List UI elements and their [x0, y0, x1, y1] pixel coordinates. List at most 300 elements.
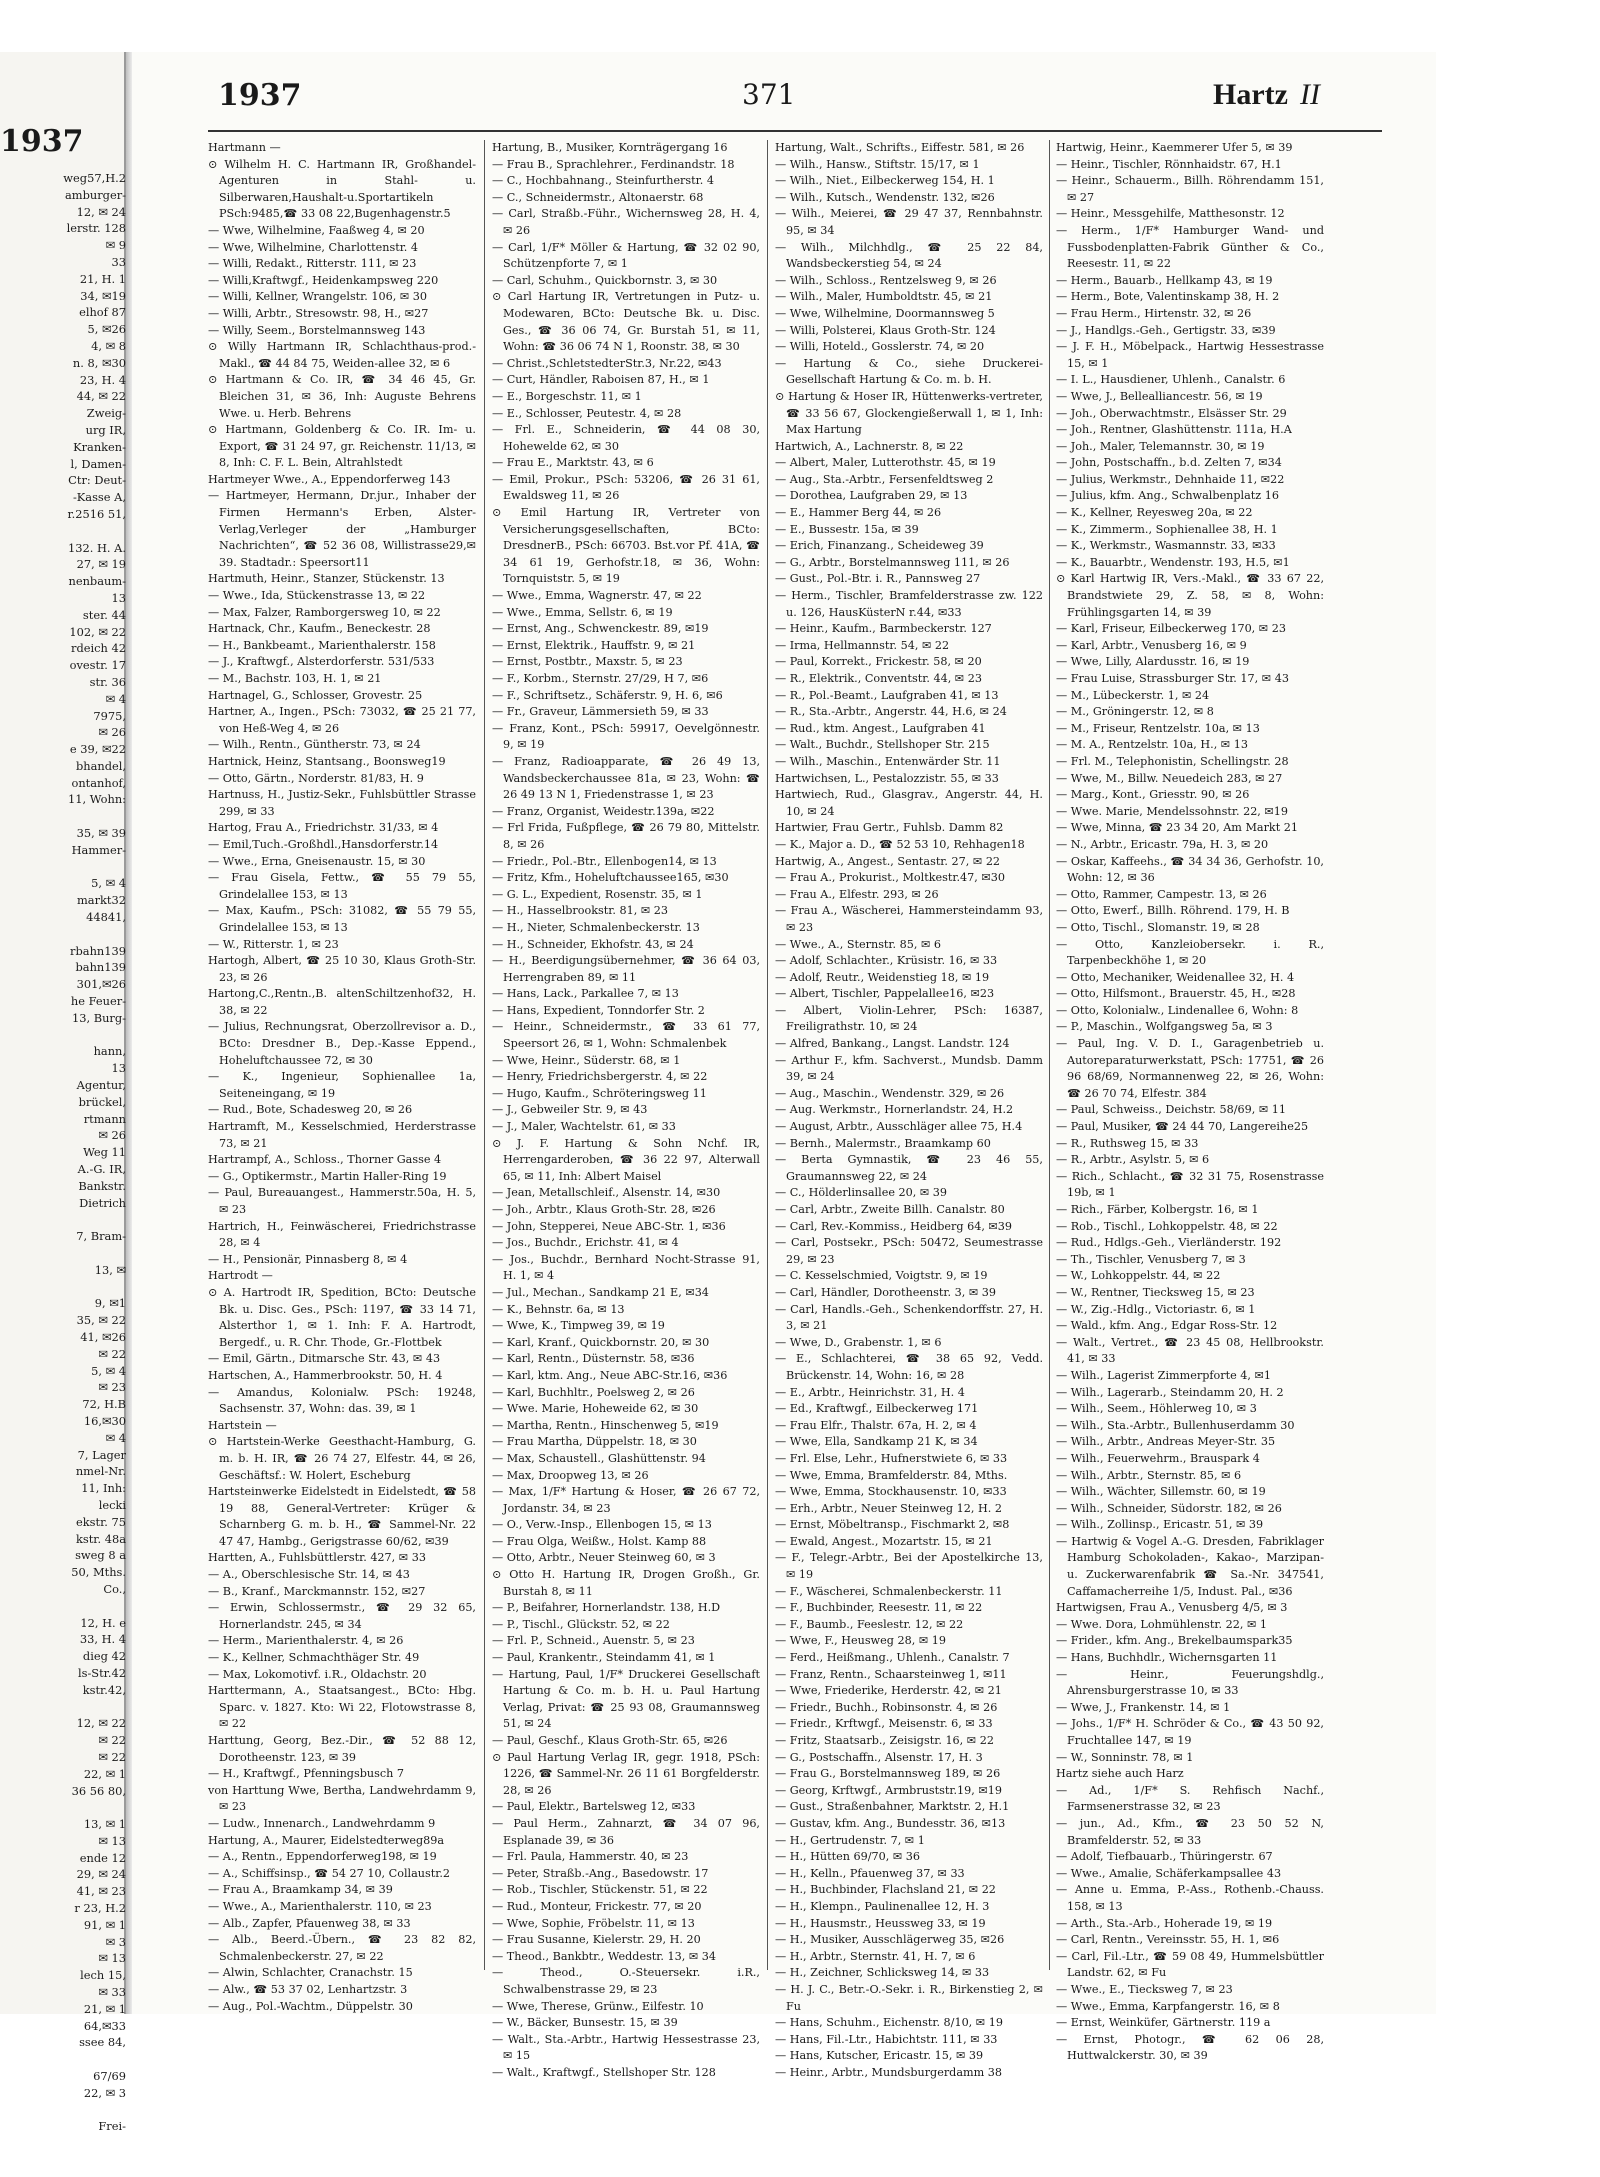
directory-entry: — J. F. H., Möbelpack., Hartwig Hessestrasse 15, ✉ 1: [1056, 340, 1324, 370]
previous-page-line: [0, 1027, 126, 1044]
directory-entry: — Theod., O.-Steuersekr. i.R., Schwalbenstrasse 29, ✉ 23: [492, 1966, 760, 1996]
directory-entry: — Wwe, Emma, Stockhausenstr. 10, ✉33: [775, 1485, 1007, 1499]
previous-page-line: -Kasse A,: [72, 490, 126, 505]
directory-entry: — Herm., Bauarb., Hellkamp 43, ✉ 19: [1056, 273, 1273, 287]
directory-entry: — Otto, Ewerf., Billh. Röhrend. 179, H. B: [1056, 904, 1290, 918]
previous-page-line: 67/69: [93, 2069, 126, 2084]
previous-page-line: 21, H. 1: [79, 271, 126, 286]
directory-entry: ⊙ Carl Hartung IR, Vertretungen in Putz- u. Modewaren, BCto: Deutsche Bk. u. Disc. Ges., ☎ 36 06 74, Gr. Burstah 51, ✉ 11, Wohn: ☎ 36 06 74 N 1, Roonstr. 38, ✉ 30: [492, 290, 760, 354]
directory-entry: — Paul, Krankentr., Steindamm 41, ✉ 1: [492, 1651, 716, 1665]
directory-entry: — Aug., Sta.-Arbtr., Fersenfeldtsweg 2: [775, 472, 994, 486]
directory-entry: — Frl Frida, Fußpflege, ☎ 26 79 80, Mittelstr. 8, ✉ 26: [492, 821, 760, 851]
directory-entry: — Wwe, K., Timpweg 39, ✉ 19: [492, 1319, 665, 1333]
previous-page-line: lech 15,: [80, 1968, 126, 1983]
directory-entry: — Aug., Maschin., Wendenstr. 329, ✉ 26: [775, 1086, 1005, 1100]
directory-entry: — Wilh., Lagerist Zimmerpforte 4, ✉1: [1056, 1368, 1271, 1382]
directory-entry: — Aug. Werkmstr., Hornerlandstr. 24, H.2: [775, 1103, 1014, 1117]
directory-entry: — Alb., Beerd.-Übern., ☎ 23 82 82, Schmalenbeckerstr. 27, ✉ 22: [208, 1933, 476, 1963]
directory-entry: — E., Schlachterei, ☎ 38 65 92, Vedd. Brückenstr. 14, Wohn: 16, ✉ 28: [775, 1352, 1043, 1382]
directory-entry: — Otto, Gärtn., Norderstr. 81/83, H. 9: [208, 771, 424, 785]
directory-entry: — Willi, Redakt., Ritterstr. 111, ✉ 23: [208, 257, 417, 271]
directory-entry: — Joh., Oberwachtmstr., Elsässer Str. 29: [1056, 406, 1287, 420]
previous-page-line: [0, 2102, 126, 2119]
directory-entry: — W., Lohkoppelstr. 44, ✉ 22: [1056, 1269, 1221, 1283]
directory-entry: — M., Lübeckerstr. 1, ✉ 24: [1056, 688, 1210, 702]
directory-entry: Hartung, A., Maurer, Eidelstedterweg89a: [208, 1833, 445, 1847]
directory-entry: — Frau Herm., Hirtenstr. 32, ✉ 26: [1056, 306, 1252, 320]
previous-page-line: Co.,: [103, 1581, 126, 1596]
directory-entry: Hartrampf, A., Schloss., Thorner Gasse 4: [208, 1153, 442, 1167]
directory-entry: — G., Postschaffn., Alsenstr. 17, H. 3: [775, 1750, 983, 1764]
directory-entry: — Carl, Straßb.-Führ., Wichernsweg 28, H. 4, ✉ 26: [492, 207, 760, 237]
directory-entry: — M., Friseur, Rentzelstr. 10a, ✉ 13: [1056, 721, 1260, 735]
directory-entry: — Aug., Pol.-Wachtm., Düppelstr. 30: [208, 1999, 413, 2013]
directory-entry: — F., Wäscherei, Schmalenbeckerstr. 11: [775, 1584, 1003, 1598]
previous-page-line: markt32: [76, 893, 126, 908]
previous-page-line: ontanhof,: [71, 775, 126, 790]
previous-page-line: lecki: [98, 1497, 126, 1512]
page-number: 371: [742, 78, 796, 111]
directory-entry: ⊙ Hartung & Hoser IR, Hüttenwerks-vertreter, ☎ 33 56 67, Glockengießerwall 1, ✉ 1, Inh: Max Hartung: [775, 389, 1043, 437]
directory-entry: — Heinr., Schneidermstr., ☎ 33 61 77, Speersort 26, ✉ 1, Wohn: Schmalenbek: [492, 1020, 760, 1051]
directory-entry: — Wilh., Hansw., Stiftstr. 15/17, ✉ 1: [775, 157, 980, 171]
directory-entry: — Wwe, Wilhelmine, Faaßweg 4, ✉ 20: [208, 223, 425, 237]
directory-entry: — Hans, Buchhdlr., Wichernsgarten 11: [1056, 1651, 1278, 1665]
directory-entry: — H., Hütten 69/70, ✉ 36: [775, 1850, 921, 1864]
directory-entry: — Wwe., Erna, Gneisenaustr. 15, ✉ 30: [208, 854, 426, 868]
directory-entry: — Fritz, Kfm., Hoheluftchaussee165, ✉30: [492, 871, 729, 885]
previous-page-line: 21, ✉ 1: [83, 2001, 126, 2016]
directory-entry: — Frider., kfm. Ang., Brekelbaumspark35: [1056, 1634, 1293, 1648]
directory-entry: — Herm., Bote, Valentinskamp 38, H. 2: [1056, 290, 1280, 304]
directory-entry: — A., Schiffsinsp., ☎ 54 27 10, Collaustr.2: [208, 1866, 451, 1880]
directory-entry: — Willi, Hoteld., Gosslerstr. 74, ✉ 20: [775, 340, 985, 354]
directory-entry: — Paul Herm., Zahnarzt, ☎ 34 07 96, Esplanade 39, ✉ 36: [492, 1816, 760, 1847]
directory-entry: — Theod., Bankbtr., Weddestr. 13, ✉ 34: [492, 1949, 717, 1963]
previous-page-line: 50, Mths.: [71, 1565, 126, 1580]
directory-entry: Hartwigsen, Frau A., Venusberg 4/5, ✉ 3: [1056, 1601, 1288, 1615]
directory-entry: — Georg, Krftwgf., Armbruststr.19, ✉19: [775, 1783, 1003, 1797]
directory-entry: ⊙ Karl Hartwig IR, Vers.-Makl., ☎ 33 67 22, Brandstwiete 29, Z. 58, ✉ 8, Wohn: Frühlingsgarten 14, ✉ 39: [1056, 572, 1324, 619]
directory-entry: — Frau Susanne, Kielerstr. 29, H. 20: [492, 1933, 701, 1947]
previous-page-line: 41, ✉ 23: [76, 1884, 126, 1899]
directory-entry: — Wilh., Milchhdlg., ☎ 25 22 84, Wandsbeckerstieg 54, ✉ 24: [775, 240, 1043, 271]
previous-page-line: rdeich 42: [71, 641, 126, 656]
previous-page-line: 12, ✉ 24: [76, 204, 126, 219]
previous-page-line: nmel-Nr.: [75, 1464, 126, 1479]
previous-page-line: 91, ✉ 1: [83, 1917, 126, 1932]
previous-page-line: nenbaum-: [68, 574, 126, 589]
directory-entry: — Frl. Paula, Hammerstr. 40, ✉ 23: [492, 1850, 689, 1864]
previous-page-line: ✉ 26: [98, 1128, 126, 1143]
directory-entry: — E., Borgeschstr. 11, ✉ 1: [492, 389, 642, 403]
directory-entry: — K., Ingenieur, Sophienallee 1a, Seiteneingang, ✉ 19: [208, 1070, 476, 1100]
directory-entry: — Hartmeyer, Hermann, Dr.jur., Inhaber der Firmen Hermann's Erben, Alster-Verlag,Verleger der „Hamburger Nachrichten“, ☎ 52 36 08, Willistrasse29,✉39. Stadtadr.: Speersort11: [208, 489, 476, 569]
directory-entry: — Gust., Straßenbahner, Marktstr. 2, H.1: [775, 1800, 1010, 1814]
previous-page-line: Frei-: [98, 2119, 126, 2134]
column-divider: [1049, 140, 1050, 1970]
directory-entry: — Peter, Straßb.-Ang., Basedowstr. 17: [492, 1866, 709, 1880]
directory-entry: — Ed., Kraftwgf., Eilbeckerweg 171: [775, 1402, 979, 1416]
directory-entry: — Heinr., Tischler, Rönnhaidstr. 67, H.1: [1056, 157, 1282, 171]
previous-page-line: Zweig-: [86, 406, 126, 421]
running-head: [1213, 78, 1320, 118]
directory-entry: — Otto, Kanzleiobersekr. i. R., Tarpenbeckhöhe 1, ✉ 20: [1056, 937, 1324, 968]
previous-page-line: hann,: [93, 1044, 126, 1059]
directory-entry: — K., Kellner, Schmachthäger Str. 49: [208, 1651, 420, 1665]
directory-entry: Hartmann —: [208, 141, 281, 154]
directory-entry: — Franz, Rentn., Schaarsteinweg 1, ✉11: [775, 1667, 1007, 1681]
directory-entry: — Wilh., Maler, Humboldtstr. 45, ✉ 21: [775, 290, 993, 304]
directory-entry: — K., Werkmstr., Wasmannstr. 33, ✉33: [1056, 539, 1276, 553]
directory-entry: — Otto, Kolonialw., Lindenallee 6, Wohn: 8: [1056, 1003, 1299, 1017]
directory-entry: — Karl, ktm. Ang., Neue ABC-Str.16, ✉36: [492, 1368, 728, 1382]
directory-entry: — Emil,Tuch.-Großhdl.,Hansdorferstr.14: [208, 837, 439, 851]
directory-entry: — Otto, Mechaniker, Weidenallee 32, H. 4: [1056, 970, 1295, 984]
directory-entry: — Erh., Arbtr., Neuer Steinweg 12, H. 2: [775, 1501, 1002, 1515]
directory-entry: — R., Ruthsweg 15, ✉ 33: [1056, 1136, 1199, 1150]
previous-page-line: 35, ✉ 22: [76, 1313, 126, 1328]
previous-page-line: ekstr. 75: [76, 1514, 126, 1529]
directory-entry: Hartner, A., Ingen., PSch: 73032, ☎ 25 21 77, von Heß-Weg 4, ✉ 26: [208, 705, 476, 735]
directory-entry: — Wwe, Wilhelmine, Charlottenstr. 4: [208, 240, 419, 254]
previous-page-line: bahn139: [75, 960, 126, 975]
directory-entry: Hartrodt —: [208, 1269, 273, 1283]
directory-entry: — Wwe., A., Sternstr. 85, ✉ 6: [775, 937, 942, 951]
directory-entry: — Wwe., A., Marienthalerstr. 110, ✉ 23: [208, 1899, 432, 1913]
directory-entry: — K., Major a. D., ☎ 52 53 10, Rehhagen18: [775, 837, 1025, 851]
directory-entry: — H., Schneider, Ekhofstr. 43, ✉ 24: [492, 937, 694, 951]
directory-entry: — Wilh., Meierei, ☎ 29 47 37, Rennbahnstr. 95, ✉ 34: [775, 207, 1043, 237]
directory-entry: — Heinr., Messgehilfe, Matthesonstr. 12: [1056, 207, 1285, 221]
directory-entry: — Walt., Sta.-Arbtr., Hartwig Hessestrasse 23, ✉ 15: [492, 2032, 760, 2063]
directory-entry: — Paul, Bureauangest., Hammerstr.50a, H. 5, ✉ 23: [208, 1186, 476, 1216]
directory-entry: — E., Bussestr. 15a, ✉ 39: [775, 522, 919, 536]
directory-entry: — Max, 1/F* Hartung & Hoser, ☎ 26 67 72, Jordanstr. 34, ✉ 23: [492, 1485, 760, 1515]
directory-entry: — C., Schneidermstr., Altonaerstr. 68: [492, 190, 704, 204]
previous-page-line: 5, ✉ 4: [91, 876, 126, 891]
directory-entry: Hartz siehe auch Harz: [1056, 1767, 1184, 1781]
directory-entry: — Wwe, J., Bellealliancestr. 56, ✉ 19: [1056, 389, 1263, 403]
directory-entry: — Frl. E., Schneiderin, ☎ 44 08 30, Hohewelde 62, ✉ 30: [492, 423, 760, 453]
previous-page-line: brückel,: [78, 1094, 126, 1109]
directory-entry: — Wwe., Amalie, Schäferkampsallee 43: [1056, 1866, 1282, 1880]
directory-entry: Hartschen, A., Hammerbrookstr. 50, H. 4: [208, 1368, 443, 1382]
directory-entry: — K., Bauarbtr., Wendenstr. 193, H.5, ✉1: [1056, 555, 1290, 569]
directory-entry: — Walt., Kraftwgf., Stellshoper Str. 128: [492, 2065, 716, 2079]
directory-entry: — Amandus, Kolonialw. PSch: 19248, Sachsenstr. 37, Wohn: das. 39, ✉ 1: [208, 1385, 476, 1416]
previous-page-line: [0, 1279, 126, 1296]
directory-entry: — C. Kesselschmied, Voigtstr. 9, ✉ 19: [775, 1269, 988, 1283]
directory-entry: — Christ.,SchletstedterStr.3, Nr.22, ✉43: [492, 356, 722, 370]
directory-entry: — J., Gebweiler Str. 9, ✉ 43: [492, 1103, 648, 1117]
directory-entry: — Gust., Pol.-Btr. i. R., Pannsweg 27: [775, 572, 981, 586]
previous-page-line: [0, 523, 126, 540]
previous-page-line: l, Damen-: [70, 456, 126, 471]
directory-entry: — Rud., Hdlgs.-Geh., Vierländerstr. 192: [1056, 1236, 1282, 1250]
directory-entry: — Wwe., Emma, Sellstr. 6, ✉ 19: [492, 605, 673, 619]
previous-page-line: 29, ✉ 24: [76, 1867, 126, 1882]
previous-page-line: 5, ✉ 4: [91, 1363, 126, 1378]
previous-page-line: ✉ 13: [98, 1951, 126, 1966]
previous-page-line: kstr.42,: [82, 1682, 126, 1697]
directory-entry: — Hartung & Co., siehe Druckerei-Gesellschaft Hartung & Co. m. b. H.: [775, 356, 1043, 387]
directory-entry: — Carl, Handls.-Geh., Schenkendorffstr. 27, H. 3, ✉ 21: [775, 1302, 1043, 1333]
directory-entry: — Jean, Metallschleif., Alsenstr. 14, ✉30: [492, 1186, 721, 1200]
directory-entry: — Karl, Arbtr., Venusberg 16, ✉ 9: [1056, 638, 1247, 652]
directory-entry: Hartnagel, G., Schlosser, Grovestr. 25: [208, 688, 423, 702]
previous-page-line: n. 8, ✉30: [72, 355, 126, 370]
directory-entry: — I. L., Hausdiener, Uhlenh., Canalstr. 6: [1056, 373, 1286, 387]
directory-entry: — Ludw., Innenarch., Landwehrdamm 9: [208, 1816, 436, 1830]
previous-page-line: amburger-: [65, 187, 126, 202]
directory-entry: — Otto, Rammer, Campestr. 13, ✉ 26: [1056, 887, 1267, 901]
previous-page-line: 301,✉26: [76, 977, 126, 992]
directory-entry: — Wwe. Dora, Lohmühlenstr. 22, ✉ 1: [1056, 1617, 1268, 1631]
directory-entry: — H., Klempn., Paulinenallee 12, H. 3: [775, 1899, 990, 1913]
previous-page-line: 41, ✉26: [80, 1329, 126, 1344]
directory-entry: — G., Arbtr., Borstelmannsweg 111, ✉ 26: [775, 555, 1010, 569]
directory-entry: — Alwin, Schlachter, Cranachstr. 15: [208, 1966, 413, 1980]
column-divider: [767, 140, 768, 1970]
directory-entry: — Heinr., Feuerungshdlg., Ahrensburgerstrasse 10, ✉ 33: [1056, 1667, 1324, 1698]
header-rule: [208, 130, 1382, 132]
directory-entry: — Frl. M., Telephonistin, Schellingstr. 28: [1056, 754, 1289, 768]
directory-entry: — Wwe, Heinr., Süderstr. 68, ✉ 1: [492, 1053, 681, 1067]
previous-page-line: 102, ✉ 22: [69, 624, 126, 639]
previous-page-line: kstr. 48a: [75, 1531, 126, 1546]
previous-page-line: 22, ✉ 3: [83, 2085, 126, 2100]
directory-entry: — Franz, Organist, Weidestr.139a, ✉22: [492, 804, 715, 818]
previous-page-line: 12, H. e: [80, 1615, 126, 1630]
previous-page-line: Hammer-: [71, 842, 126, 857]
previous-page-line: 11, Inh:: [81, 1481, 126, 1496]
directory-entry: — F., Korbm., Sternstr. 27/29, H 7, ✉6: [492, 672, 709, 685]
column-4: [1056, 140, 1324, 2063]
directory-entry: — Wwe, D., Grabenstr. 1, ✉ 6: [775, 1335, 942, 1349]
directory-entry: — Friedr., Pol.-Btr., Ellenbogen14, ✉ 13: [492, 854, 717, 868]
directory-entry: — Ad., 1/F* S. Rehfisch Nachf., Farmsenerstrasse 32, ✉ 23: [1056, 1783, 1324, 1814]
directory-entry: — Wilh., Niet., Eilbeckerweg 154, H. 1: [775, 174, 995, 188]
directory-entry: — F., Buchbinder, Reesestr. 11, ✉ 22: [775, 1601, 983, 1615]
directory-entry: — Adolf, Reutr., Weidenstieg 18, ✉ 19: [775, 970, 990, 984]
directory-entry: — Wilh., Arbtr., Andreas Meyer-Str. 35: [1056, 1435, 1276, 1449]
directory-entry: — H. J. C., Betr.-O.-Sekr. i. R., Birkenstieg 2, ✉ Fu: [775, 1982, 1043, 2013]
directory-entry: Hartwich, A., Lachnerstr. 8, ✉ 22: [775, 439, 964, 453]
previous-page-line: 13: [111, 1061, 126, 1076]
directory-entry: — jun., Ad., Kfm., ☎ 23 50 52 N, Bramfelderstr. 52, ✉ 33: [1056, 1816, 1324, 1847]
directory-entry: — Rob., Tischl., Lohkoppelstr. 48, ✉ 22: [1056, 1219, 1278, 1233]
directory-entry: — W., Ritterstr. 1, ✉ 23: [208, 937, 339, 951]
directory-entry: — E., Arbtr., Heinrichstr. 31, H. 4: [775, 1385, 965, 1399]
directory-entry: Hartramft, M., Kesselschmied, Herderstrasse 73, ✉ 21: [208, 1120, 476, 1150]
directory-entry: — K., Zimmerm., Sophienallee 38, H. 1: [1056, 522, 1278, 536]
directory-entry: — J., Kraftwgf., Alsterdorferstr. 531/533: [208, 655, 435, 669]
previous-page-line: ✉ 22: [98, 1733, 126, 1748]
directory-entry: — Wwe, Emma, Bramfelderstr. 84, Mths.: [775, 1468, 1008, 1482]
directory-entry: — Albert, Violin-Lehrer, PSch: 16387, Freiligrathstr. 10, ✉ 24: [775, 1003, 1043, 1034]
directory-entry: — Joh., Rentner, Glashüttenstr. 111a, H.A: [1056, 423, 1292, 437]
directory-entry: — P., Beifahrer, Hornerlandstr. 138, H.D: [492, 1601, 721, 1615]
directory-entry: — Hugo, Kaufm., Schröteringsweg 11: [492, 1086, 707, 1100]
directory-entry: — Wwe., Emma, Wagnerstr. 47, ✉ 22: [492, 589, 702, 603]
previous-page-line: ✉ 22: [98, 1749, 126, 1764]
directory-entry: — Wwe, Wilhelmine, Doormannsweg 5: [775, 306, 995, 320]
directory-entry: — G. L., Expedient, Rosenstr. 35, ✉ 1: [492, 887, 703, 901]
directory-entry: — Wwe, J., Frankenstr. 14, ✉ 1: [1056, 1700, 1231, 1714]
previous-page-line: 13, Burg-: [71, 1010, 126, 1025]
directory-entry: — Frau Luise, Strassburger Str. 17, ✉ 43: [1056, 672, 1289, 685]
directory-entry: — Max, Droopweg 13, ✉ 26: [492, 1468, 649, 1482]
directory-entry: — H., Buchbinder, Flachsland 21, ✉ 22: [775, 1883, 996, 1897]
directory-entry: — Wilh., Arbtr., Sternstr. 85, ✉ 6: [1056, 1468, 1242, 1482]
directory-entry: — R., Arbtr., Asylstr. 5, ✉ 6: [1056, 1153, 1210, 1167]
directory-entry: — Wald., kfm. Ang., Edgar Ross-Str. 12: [1056, 1319, 1278, 1333]
directory-entry: — H., Zeichner, Schlicksweg 14, ✉ 33: [775, 1966, 990, 1980]
directory-entry: — Wilh., Feuerwehrm., Brauspark 4: [1056, 1451, 1260, 1465]
previous-page-line: Agentur,: [76, 1078, 126, 1093]
directory-entry: — Otto, Tischl., Slomanstr. 19, ✉ 28: [1056, 920, 1260, 934]
directory-entry: — Karl, Rentn., Düsternstr. 58, ✉36: [492, 1352, 695, 1366]
directory-entry: — Wwe, Lilly, Alardusstr. 16, ✉ 19: [1056, 655, 1250, 669]
directory-entry: Hartong,C.,Rentn.,B. altenSchiltzenhof32, H. 38, ✉ 22: [208, 987, 476, 1017]
previous-page-line: 7, Bram-: [76, 1229, 126, 1244]
previous-page-line: 44841,: [86, 910, 126, 925]
directory-entry: — Wwe, Ella, Sandkamp 21 K, ✉ 34: [775, 1435, 978, 1449]
directory-entry: — Berta Gymnastik, ☎ 23 46 55, Graumannsweg 22, ✉ 24: [775, 1153, 1043, 1183]
previous-page-line: str. 36: [89, 674, 126, 689]
previous-page-line: 64,✉33: [83, 2018, 126, 2033]
directory-entry: — Jos., Buchdr., Bernhard Nocht-Strasse 91, H. 1, ✉ 4: [492, 1252, 760, 1283]
directory-entry: — Adolf, Tiefbauarb., Thüringerstr. 67: [1056, 1850, 1273, 1864]
previous-page-line: 13: [111, 590, 126, 605]
previous-page-line: [0, 1799, 126, 1816]
directory-entry: — Albert, Maler, Lutterothstr. 45, ✉ 19: [775, 456, 996, 470]
directory-entry: — Rich., Färber, Kolbergstr. 16, ✉ 1: [1056, 1203, 1259, 1216]
directory-entry: — Ernst, Weinküfer, Gärtnerstr. 119 a: [1056, 2016, 1271, 2030]
directory-entry: ⊙ A. Hartrodt IR, Spedition, BCto: Deutsche Bk. u. Disc. Ges., PSch: 1197, ☎ 33 14 71, Alsterthor 1, ✉ 1. Inh: F. A. Hartrodt, Bergedf., u. R. Chr. Thode, Gr.-Flottbek: [208, 1285, 476, 1349]
directory-entry: — Anne u. Emma, P.-Ass., Rothenb.-Chauss. 158, ✉ 13: [1056, 1883, 1324, 1913]
directory-entry: — Heinr., Schauerm., Billh. Röhrendamm 151, ✉ 27: [1056, 174, 1324, 204]
directory-entry: — Th., Tischler, Venusberg 7, ✉ 3: [1056, 1252, 1246, 1266]
directory-entry: — Frau A., Wäscherei, Hammersteindamm 93, ✉ 23: [775, 904, 1043, 934]
directory-entry: — Arth., Sta.-Arb., Hoherade 19, ✉ 19: [1056, 1916, 1273, 1930]
directory-entry: — Rich., Schlacht., ☎ 32 31 75, Rosenstrasse 19b, ✉ 1: [1056, 1169, 1324, 1200]
directory-entry: — Wwe., Ida, Stückenstrasse 13, ✉ 22: [208, 589, 426, 603]
directory-entry: — Max, Falzer, Ramborgersweg 10, ✉ 22: [208, 605, 441, 619]
directory-entry: — Karl, Friseur, Eilbeckerweg 170, ✉ 23: [1056, 622, 1286, 636]
previous-page-fragments: [0, 170, 126, 2135]
previous-page-line: 7975,: [93, 708, 126, 723]
running-head-volume: II: [1299, 78, 1320, 111]
directory-entry: Hartten, A., Fuhlsbüttlerstr. 427, ✉ 33: [208, 1551, 426, 1565]
directory-entry: Hartogh, Albert, ☎ 25 10 30, Klaus Groth-Str. 23, ✉ 26: [208, 954, 476, 984]
directory-entry: — Wilh., Kutsch., Wendenstr. 132, ✉26: [775, 190, 995, 204]
directory-entry: — H., Beerdigungsübernehmer, ☎ 36 64 03, Herrengraben 89, ✉ 11: [492, 954, 760, 984]
directory-entry: — Marg., Kont., Griesstr. 90, ✉ 26: [1056, 788, 1250, 802]
directory-entry: — Frau E., Marktstr. 43, ✉ 6: [492, 456, 654, 470]
directory-entry: — Alfred, Bankang., Langst. Landstr. 124: [775, 1037, 1010, 1051]
directory-entry: — H., Bankbeamt., Marienthalerstr. 158: [208, 638, 436, 652]
previous-page-line: ✉ 26: [98, 725, 126, 740]
directory-entry: — Johs., 1/F* H. Schröder & Co., ☎ 43 50 92, Fruchtallee 147, ✉ 19: [1056, 1717, 1324, 1747]
directory-entry: — J., Maler, Wachtelstr. 61, ✉ 33: [492, 1120, 676, 1134]
column-3: [775, 140, 1043, 2079]
directory-entry: — A., Oberschlesische Str. 14, ✉ 43: [208, 1568, 410, 1582]
directory-entry: — Otto, Arbtr., Neuer Steinweg 60, ✉ 3: [492, 1551, 716, 1565]
directory-entry: — Arthur F., kfm. Sachverst., Mundsb. Damm 39, ✉ 24: [775, 1053, 1043, 1084]
directory-entry: — Walt., Vertret., ☎ 23 45 08, Hellbrookstr. 41, ✉ 33: [1056, 1335, 1324, 1366]
directory-entry: ⊙ Wilhelm H. C. Hartmann IR, Großhandel-Agenturen in Stahl- u. Silberwaren,Haushalt-u.Sportartikeln PSch:9485,☎ 33 08 22,Bugenhagenstr.5: [208, 157, 476, 221]
directory-entry: Harttermann, A., Staatsangest., BCto: Hbg. Sparc. v. 1827. Kto: Wi 22, Flotowstrasse 8, ✉ 22: [208, 1684, 476, 1731]
directory-entry: — Franz, Radioapparate, ☎ 26 49 13, Wandsbeckerchaussee 81a, ✉ 23, Wohn: ☎ 26 49 13 N 1, Friedenstrasse 1, ✉ 23: [492, 754, 760, 802]
previous-page-line: dieg 42: [82, 1649, 126, 1664]
directory-entry: — Wilh., Rentn., Güntherstr. 73, ✉ 24: [208, 738, 421, 752]
directory-entry: — Fr., Graveur, Lämmersieth 59, ✉ 33: [492, 705, 709, 719]
directory-entry: — Rud., Monteur, Frickestr. 77, ✉ 20: [492, 1899, 702, 1913]
previous-page-line: ✉ 13: [98, 1833, 126, 1848]
directory-entry: — Wwe, Minna, ☎ 23 34 20, Am Markt 21: [1056, 821, 1298, 835]
directory-entry: Harttung, Georg, Bez.-Dir., ☎ 52 88 12, Dorotheenstr. 123, ✉ 39: [208, 1734, 476, 1764]
directory-entry: — M., Gröningerstr. 12, ✉ 8: [1056, 705, 1214, 719]
previous-page-line: [0, 859, 126, 876]
directory-entry: — H., Nieter, Schmalenbeckerstr. 13: [492, 920, 700, 934]
directory-entry: — Erwin, Schlossermstr., ☎ 29 32 65, Hornerlandstr. 245, ✉ 34: [208, 1601, 476, 1631]
previous-page-line: [0, 2051, 126, 2068]
directory-entry: — August, Arbtr., Ausschläger allee 75, H.4: [775, 1120, 1023, 1134]
directory-entry: — Wwe., Emma, Karpfangerstr. 16, ✉ 8: [1056, 1999, 1280, 2013]
previous-page-line: 72, H.B: [82, 1397, 126, 1412]
directory-entry: — H., Kelln., Pfauenweg 37, ✉ 33: [775, 1866, 965, 1880]
directory-entry: — M. A., Rentzelstr. 10a, H., ✉ 13: [1056, 738, 1248, 752]
directory-entry: — Wilh., Schloss., Rentzelsweg 9, ✉ 26: [775, 273, 997, 287]
directory-entry: — Frau A., Prokurist., Moltkestr.47, ✉30: [775, 871, 1005, 885]
directory-entry: — Rud., Bote, Schadesweg 20, ✉ 26: [208, 1103, 413, 1117]
directory-entry: — Julius, Rechnungsrat, Oberzollrevisor a. D., BCto: Dresdner B., Dep.-Kasse Eppend., Hoheluftchaussee 72, ✉ 30: [208, 1020, 476, 1067]
directory-entry: — Frau G., Borstelmannsweg 189, ✉ 26: [775, 1767, 1001, 1781]
previous-page-line: ovestr. 17: [69, 658, 126, 673]
directory-entry: ⊙ Hartstein-Werke Geesthacht-Hamburg, G. m. b. H. IR, ☎ 26 74 27, Elfestr. 44, ✉ 26, Geschäftsf.: W. Holert, Escheburg: [208, 1435, 476, 1482]
directory-entry: — F., Schriftsetz., Schäferstr. 9, H. 6, ✉6: [492, 688, 723, 702]
directory-entry: von Harttung Wwe, Bertha, Landwehrdamm 9, ✉ 23: [208, 1783, 476, 1814]
directory-entry: — Karl, Kranf., Quickbornstr. 20, ✉ 30: [492, 1335, 710, 1349]
previous-page-line: 35, ✉ 39: [76, 826, 126, 841]
directory-entry: — Friedr., Krftwgf., Meisenstr. 6, ✉ 33: [775, 1717, 993, 1731]
directory-entry: — Herm., 1/F* Hamburger Wand- und Fussbodenplatten-Fabrik Günther & Co., Reesestr. 11, ✉ 22: [1056, 223, 1324, 271]
previous-page-line: 16,✉30: [83, 1413, 126, 1428]
directory-entry: — Paul, Musiker, ☎ 24 44 70, Langereihe25: [1056, 1120, 1309, 1134]
directory-entry: — Joh., Arbtr., Klaus Groth-Str. 28, ✉26: [492, 1203, 716, 1216]
directory-entry: — Ernst, Photogr., ☎ 62 06 28, Huttwalckerstr. 30, ✉ 39: [1056, 2032, 1324, 2063]
directory-entry: Hartung, B., Musiker, Kornträgergang 16: [492, 141, 728, 154]
directory-entry: Hartwig, Heinr., Kaemmerer Ufer 5, ✉ 39: [1056, 141, 1293, 154]
directory-entry: — Wilh., Zollinsp., Ericastr. 51, ✉ 39: [1056, 1518, 1264, 1532]
directory-entry: ⊙ Hartmann, Goldenberg & Co. IR. Im- u. Export, ☎ 31 24 97, gr. Reichenstr. 11/13, ✉ 8, Inh: C. F. L. Bein, Altrahlstedt: [208, 423, 476, 470]
directory-entry: — Jos., Buchdr., Erichstr. 41, ✉ 4: [492, 1236, 679, 1250]
previous-page-line: 13, ✉ 1: [83, 1817, 126, 1832]
directory-entry: — Irma, Hellmannstr. 54, ✉ 22: [775, 638, 950, 652]
directory-entry: — Wilh., Wächter, Sillemstr. 60, ✉ 19: [1056, 1485, 1266, 1499]
directory-entry: — Frl. Else, Lehr., Hufnerstwiete 6, ✉ 33: [775, 1451, 1008, 1465]
directory-entry: — Hans, Expedient, Tonndorfer Str. 2: [492, 1003, 705, 1017]
directory-entry: — Dorothea, Laufgraben 29, ✉ 13: [775, 489, 968, 503]
previous-page-line: A.-G. IR,: [77, 1162, 126, 1177]
directory-entry: — Wilh., Sta.-Arbtr., Bullenhuserdamm 30: [1056, 1418, 1295, 1432]
previous-page-line: 44, ✉ 22: [76, 389, 126, 404]
directory-entry: — Carl, Fil.-Ltr., ☎ 59 08 49, Hummelsbüttler Landstr. 62, ✉ Fu: [1056, 1949, 1324, 1980]
directory-entry: — Julius, Werkmstr., Dehnhaide 11, ✉22: [1056, 472, 1285, 486]
directory-entry: — Ferd., Heißmang., Uhlenh., Canalstr. 7: [775, 1651, 1010, 1665]
